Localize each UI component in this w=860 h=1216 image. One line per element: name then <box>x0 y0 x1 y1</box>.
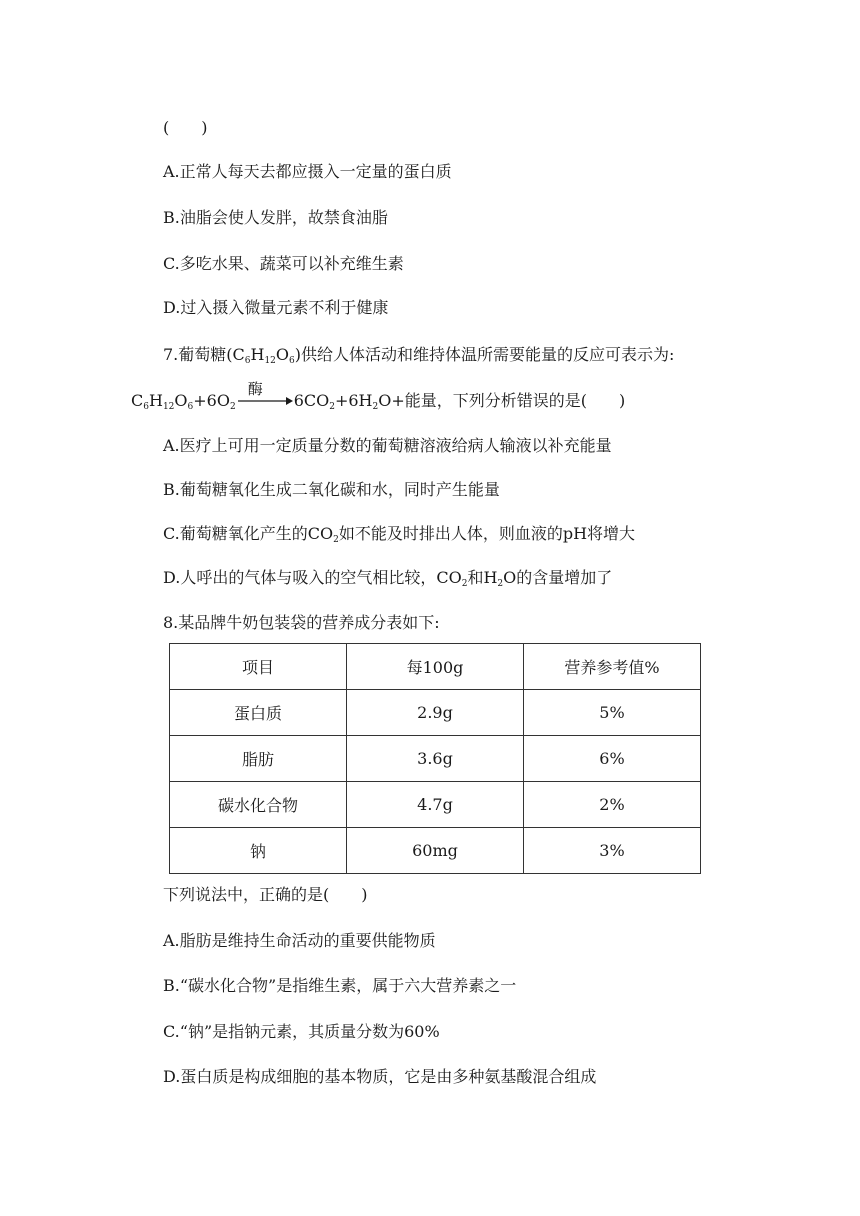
table-cell: 蛋白质 <box>170 690 347 736</box>
table-cell: 4.7g <box>347 782 524 828</box>
q6-option-a: A.正常人每天去都应摄入一定量的蛋白质 <box>163 162 452 181</box>
nutrition-table <box>169 643 701 874</box>
q8-option-b: B.“碳水化合物”是指维生素，属于六大营养素之一 <box>163 976 517 995</box>
table-cell: 2.9g <box>347 690 524 736</box>
table-cell: 2% <box>524 782 701 828</box>
q8-option-c: C.“钠”是指钠元素，其质量分数为60% <box>163 1022 440 1041</box>
table-header-cell: 每100g <box>347 644 524 690</box>
enzyme-label: 酶 <box>247 380 263 398</box>
q8-option-a: A.脂肪是维持生命活动的重要供能物质 <box>163 931 436 950</box>
table-header-row <box>170 644 701 690</box>
table-row <box>170 690 701 736</box>
table-cell: 3% <box>524 828 701 874</box>
table-cell: 3.6g <box>347 736 524 782</box>
table-row <box>170 828 701 874</box>
table-cell: 5% <box>524 690 701 736</box>
q7-stem: 7.葡萄糖$(C_6H_{12}O_6)$供给人体活动和维持体温所需要能量的反应可表示为: <box>163 345 675 366</box>
table-cell: 碳水化合物 <box>170 782 347 828</box>
table-cell: 6% <box>524 736 701 782</box>
reaction-arrow-icon <box>236 380 294 411</box>
q8-option-d: D.蛋白质是构成细胞的基本物质，它是由多种氨基酸混合组成 <box>163 1067 597 1086</box>
table-row <box>170 782 701 828</box>
q7-option-a: A.医疗上可用一定质量分数的葡萄糖溶液给病人输液以补充能量 <box>163 436 612 455</box>
q8-stem: 8.某品牌牛奶包装袋的营养成分表如下: <box>163 613 440 632</box>
q6-option-c: C.多吃水果、蔬菜可以补充维生素 <box>163 254 404 273</box>
q7-option-c: C.葡萄糖氧化产生的$CO_2$如不能及时排出人体，则血液的pH将增大 <box>163 524 636 545</box>
table-row <box>170 736 701 782</box>
q7-equation: $C_6H_{12}O_6+6O_2$ 酶 $6CO_2+6H_2O+$能量，下列分析错误的是( ) <box>131 380 626 412</box>
q6-option-b: B.油脂会使人发胖，故禁食油脂 <box>163 208 388 227</box>
table-header-cell: 营养参考值% <box>524 644 701 690</box>
table-cell: 脂肪 <box>170 736 347 782</box>
table-header-cell: 项目 <box>170 644 347 690</box>
q6-option-d: D.过入摄入微量元素不利于健康 <box>163 298 389 317</box>
q6-answer-bracket: ( ) <box>163 118 208 137</box>
q7-option-d: D.人呼出的气体与吸入的空气相比较，$CO_2$和$H_2O$的含量增加了 <box>163 568 613 589</box>
table-cell: 60mg <box>347 828 524 874</box>
q7-option-b: B.葡萄糖氧化生成二氧化碳和水，同时产生能量 <box>163 480 500 499</box>
table-cell: 钠 <box>170 828 347 874</box>
q8-question: 下列说法中，正确的是( ) <box>163 885 368 904</box>
